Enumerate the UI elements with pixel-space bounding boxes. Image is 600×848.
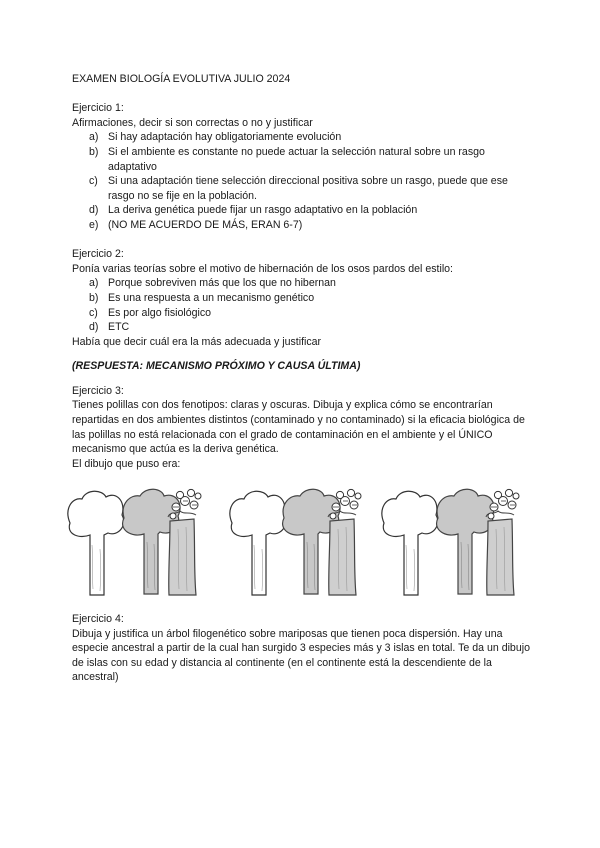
exercise-4-heading: Ejercicio 4:	[72, 613, 124, 625]
list-item: b) Es una respuesta a un mecanismo genético	[89, 291, 315, 304]
exercise-3-body: Tienes polillas con dos fenotipos: claras y oscuras. Dibuja y explica cómo se encontrarían repartidas en dos ambientes distintos (contaminado y no contaminado) si la eficacia biológica de las polillas no está relacionada con el grado de contaminación en el ambiente y el ÚNICO mecanismo que actúa es la deriva genética.	[72, 399, 525, 456]
tree-group-1	[68, 489, 201, 595]
light-tree-icon	[230, 491, 286, 595]
exercise-2	[72, 247, 532, 374]
exercise-2-list	[72, 276, 532, 334]
exercise-1-list	[72, 130, 532, 232]
list-item: d) ETC	[89, 321, 130, 334]
exercise-3	[72, 384, 532, 472]
exercise-4-body: Dibuja y justifica un árbol filogenético sobre mariposas que tienen poca dispersión. Hay una especie ancestral a partir de la cual han surgido 3 especies más y 3 islas en total. Te da un dibujo de islas con su edad y distancia al continente (en el continente está la descendiente de la ancestral)	[72, 627, 530, 684]
trunk-with-moths-icon	[168, 489, 201, 595]
moth-trees-drawing	[54, 484, 534, 597]
exercise-4	[72, 612, 532, 685]
exercise-1-heading: Ejercicio 1:	[72, 102, 124, 115]
tree-group-2	[230, 489, 361, 595]
list-item: a) Si hay adaptación hay obligatoriamente evolución	[89, 131, 342, 144]
exam-title: EXAMEN BIOLOGÍA EVOLUTIVA JULIO 2024	[72, 73, 291, 85]
trunk-with-moths-icon	[328, 489, 361, 595]
exercise-2-outro: Había que decir cuál era la más adecuada y justificar	[72, 335, 322, 348]
drawing-caption: El dibujo que puso era:	[72, 457, 181, 470]
list-item: b) Si el ambiente es constante no puede actuar la selección natural sobre un rasgo adaptativo	[89, 145, 485, 173]
list-item: a) Porque sobreviven más que los que no hibernan	[89, 277, 336, 290]
trunk-with-moths-icon	[486, 489, 519, 595]
exercise-2-answer: (RESPUESTA: MECANISMO PRÓXIMO Y CAUSA ÚLTIMA)	[72, 360, 361, 373]
list-item: c) Si una adaptación tiene selección direccional positiva sobre un rasgo, puede que ese rasgo no se fije en la población.	[89, 175, 508, 202]
list-item: e) (NO ME ACUERDO DE MÁS, ERAN 6-7)	[89, 218, 303, 231]
light-tree-icon	[68, 491, 124, 595]
dark-tree-icon	[437, 489, 494, 594]
exercise-1	[72, 101, 532, 232]
list-item: c) Es por algo fisiológico	[89, 306, 212, 319]
list-item: d) La deriva genética puede fijar un rasgo adaptativo en la población	[89, 204, 418, 217]
exercise-2-heading: Ejercicio 2:	[72, 248, 124, 261]
exercise-2-intro: Ponía varias teorías sobre el motivo de hibernación de los osos pardos del estilo:	[72, 262, 454, 275]
document-page	[72, 72, 532, 471]
tree-group-3	[382, 489, 519, 595]
light-tree-icon	[382, 491, 438, 595]
exercise-3-heading: Ejercicio 3:	[72, 384, 124, 397]
exercise-1-intro: Afirmaciones, decir si son correctas o no y justificar	[72, 116, 313, 129]
